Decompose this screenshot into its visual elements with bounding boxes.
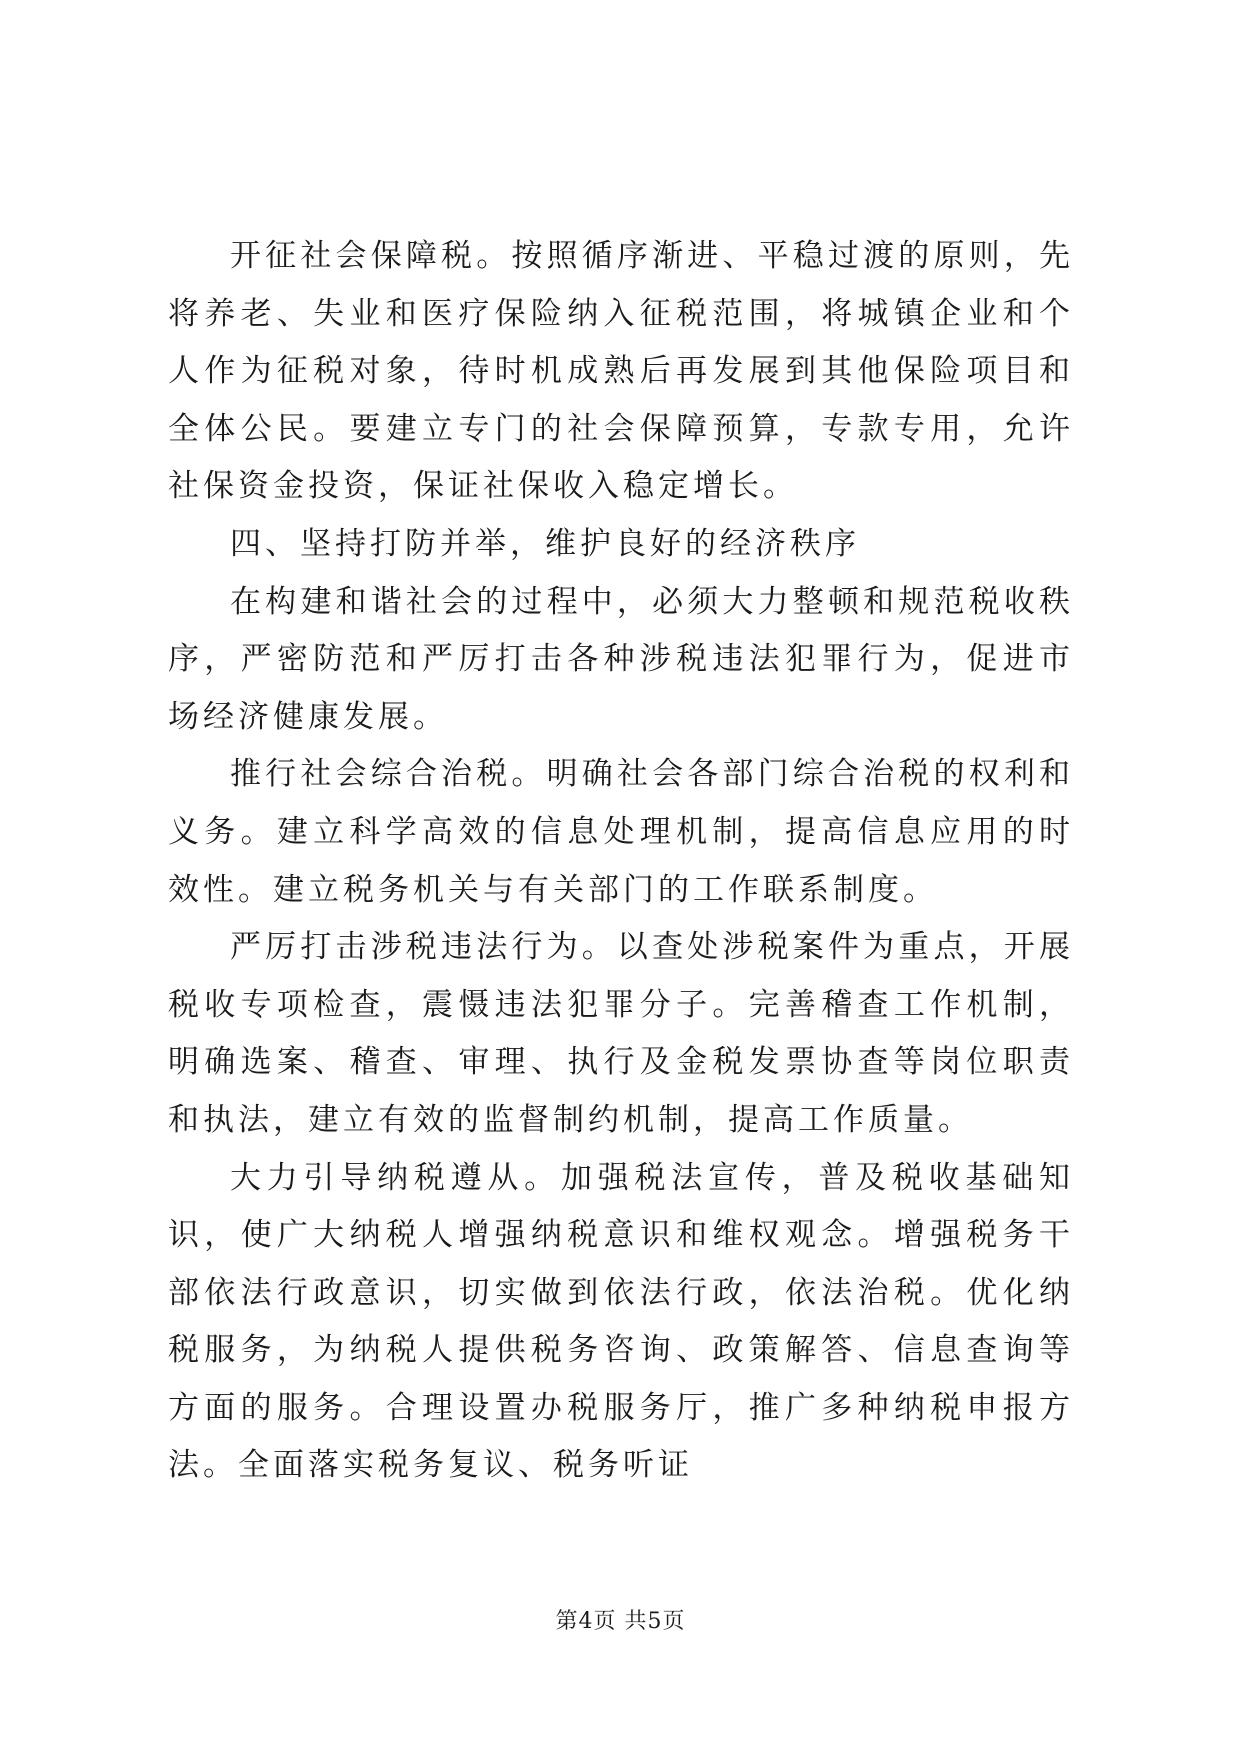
paragraph-tax-compliance: 大力引导纳税遵从。加强税法宣传，普及税收基础知识，使广大纳税人增强纳税意识和维权观念。增强税务干部依法行政意识，切实做到依法行政，依法治税。优化纳税服务，为纳税人提供税务咨询、政策解答、信息查询等方面的服务。合理设置办税服务厅，推广多种纳税申报方法。全面落实税务复议、税务听证 bbox=[168, 1159, 1074, 1484]
document-body bbox=[168, 228, 1074, 1495]
paragraph-comprehensive-tax-governance: 推行社会综合治税。明确社会各部门综合治税的权利和义务。建立科学高效的信息处理机制，提高信息应用的时效性。建立税务机关与有关部门的工作联系制度。 bbox=[168, 756, 1074, 908]
page-number-footer: 第4页 共5页 bbox=[555, 1609, 686, 1634]
paragraph-crack-down-tax-violations: 严厉打击涉税违法行为。以查处涉税案件为重点，开展税收专项检查，震慑违法犯罪分子。完善稽查工作机制，明确选案、稽查、审理、执行及金税发票协查等岗位职责和执法，建立有效的监督制约机制，提高工作质量。 bbox=[168, 929, 1074, 1138]
section-heading-four: 四、坚持打防并举，维护良好的经济秩序 bbox=[230, 525, 860, 562]
paragraph-social-security-tax: 开征社会保障税。按照循序渐进、平稳过渡的原则，先将养老、失业和医疗保险纳入征税范围，将城镇企业和个人作为征税对象，待时机成熟后再发展到其他保险项目和全体公民。要建立专门的社会保障预算，专款专用，允许社保资金投资，保证社保收入稳定增长。 bbox=[168, 238, 1074, 505]
paragraph-tax-order: 在构建和谐社会的过程中，必须大力整顿和规范税收秩序，严密防范和严厉打击各种涉税违法犯罪行为，促进市场经济健康发展。 bbox=[168, 583, 1074, 735]
